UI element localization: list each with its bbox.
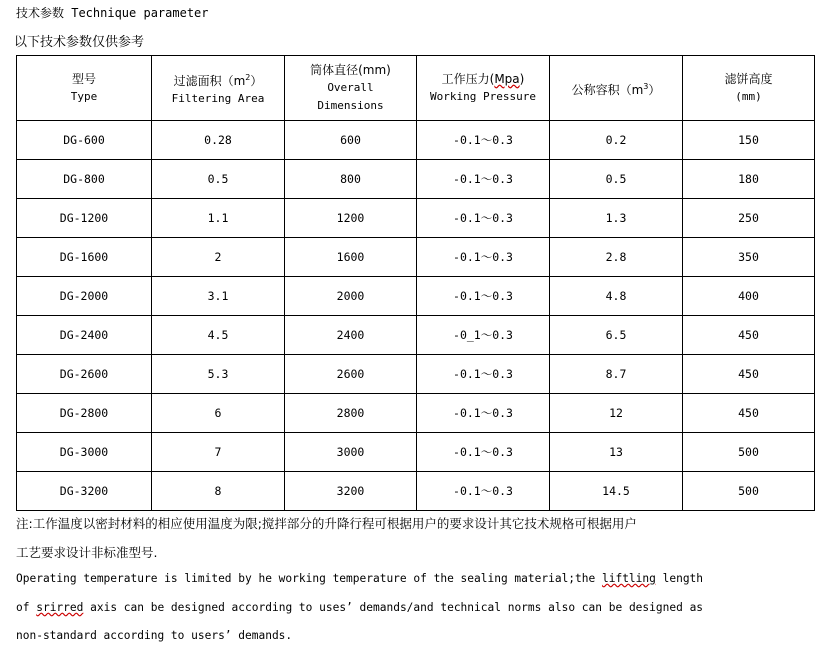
table-row (17, 160, 815, 199)
cell-diameter: 800 (285, 160, 417, 199)
header-height-zh: 滤饼高度 (724, 72, 773, 86)
header-type-zh: 型号 (71, 72, 96, 86)
cell-diameter: 2000 (285, 277, 417, 316)
header-nominal-volume (550, 56, 683, 121)
cell-pressure: -0.1～0.3 (417, 238, 550, 277)
note-zh-line1: 注:工作温度以密封材料的相应使用温度为限;搅拌部分的升降行程可根据用户的要求设计其它技术规格可根据用户 (16, 516, 637, 531)
cell-volume: 12 (550, 394, 683, 433)
header-filtering-area (152, 56, 285, 121)
cell-height: 450 (683, 355, 815, 394)
spec-table (16, 55, 815, 511)
cell-pressure: -0.1～0.3 (417, 199, 550, 238)
table-header-row (17, 56, 815, 121)
cell-pressure: -0.1～0.3 (417, 394, 550, 433)
header-pressure-zh: 工作压力(Mpa) (441, 72, 525, 86)
cell-volume: 8.7 (550, 355, 683, 394)
note-en-line3: non-standard according to users’ demands. (16, 629, 293, 642)
header-type-en: Type (70, 90, 98, 103)
table-body (17, 121, 815, 511)
cell-type: DG-2600 (17, 355, 152, 394)
cell-type: DG-1600 (17, 238, 152, 277)
table-row (17, 394, 815, 433)
header-area-zh: 过滤面积$(m^2)$ (173, 72, 263, 88)
cell-pressure: -0.1～0.3 (417, 355, 550, 394)
header-cake-height (683, 56, 815, 121)
header-volume-zh: 公称容积$(m^3)$ (571, 81, 661, 97)
table-row (17, 238, 815, 277)
cell-height: 350 (683, 238, 815, 277)
cell-height: 180 (683, 160, 815, 199)
cell-diameter: 3200 (285, 472, 417, 511)
cell-height: 250 (683, 199, 815, 238)
cell-volume: 0.2 (550, 121, 683, 160)
cell-area: 8 (152, 472, 285, 511)
header-height-unit: (mm) (735, 90, 762, 103)
cell-volume: 0.5 (550, 160, 683, 199)
cell-pressure: -0.1～0.3 (417, 277, 550, 316)
cell-diameter: 2800 (285, 394, 417, 433)
cell-type: DG-2400 (17, 316, 152, 355)
cell-type: DG-2000 (17, 277, 152, 316)
table-row (17, 277, 815, 316)
cell-pressure: -0.1～0.3 (417, 160, 550, 199)
cell-diameter: 2600 (285, 355, 417, 394)
table-row (17, 433, 815, 472)
cell-diameter: 600 (285, 121, 417, 160)
cell-pressure: -0.1～0.3 (417, 121, 550, 160)
table-row (17, 316, 815, 355)
cell-volume: 6.5 (550, 316, 683, 355)
cell-area: 3.1 (152, 277, 285, 316)
header-diameter-zh: 筒体直径(mm) (310, 63, 391, 77)
cell-type: DG-2800 (17, 394, 152, 433)
cell-area: 0.28 (152, 121, 285, 160)
cell-volume: 13 (550, 433, 683, 472)
header-pressure-en: Working Pressure (430, 90, 536, 103)
spec-subtitle: 以下技术参数仅供参考 (14, 35, 145, 50)
table-row (17, 472, 815, 511)
cell-height: 500 (683, 433, 815, 472)
cell-volume: 2.8 (550, 238, 683, 277)
cell-area: 4.5 (152, 316, 285, 355)
cell-type: DG-600 (17, 121, 152, 160)
cell-pressure: -0_1～0.3 (417, 316, 550, 355)
table-row (17, 355, 815, 394)
header-diameter (285, 56, 417, 121)
table-row (17, 121, 815, 160)
cell-diameter: 1200 (285, 199, 417, 238)
header-diameter-en2: Dimensions (317, 99, 384, 112)
cell-area: 7 (152, 433, 285, 472)
cell-type: DG-800 (17, 160, 152, 199)
header-diameter-en1: Overall (327, 81, 374, 94)
cell-volume: 14.5 (550, 472, 683, 511)
cell-pressure: -0.1～0.3 (417, 472, 550, 511)
header-area-en: Filtering Area (171, 91, 265, 105)
cell-type: DG-1200 (17, 199, 152, 238)
cell-area: 6 (152, 394, 285, 433)
note-zh-line2: 工艺要求设计非标准型号. (16, 545, 158, 560)
cell-diameter: 2400 (285, 316, 417, 355)
table-row (17, 199, 815, 238)
cell-volume: 1.3 (550, 199, 683, 238)
cell-diameter: 3000 (285, 433, 417, 472)
header-type (17, 56, 152, 121)
cell-area: 5.3 (152, 355, 285, 394)
cell-height: 150 (683, 121, 815, 160)
cell-height: 500 (683, 472, 815, 511)
spec-title: 技术参数 Technique parameter (16, 6, 209, 20)
cell-height: 450 (683, 316, 815, 355)
cell-type: DG-3200 (17, 472, 152, 511)
note-en-line1: Operating temperature is limited by he working temperature of the sealing material;the liftling length (16, 572, 704, 585)
cell-area: 1.1 (152, 199, 285, 238)
cell-height: 400 (683, 277, 815, 316)
cell-area: 0.5 (152, 160, 285, 199)
cell-height: 450 (683, 394, 815, 433)
header-working-pressure (417, 56, 550, 121)
cell-area: 2 (152, 238, 285, 277)
cell-volume: 4.8 (550, 277, 683, 316)
cell-type: DG-3000 (17, 433, 152, 472)
note-en-line2: of srirred axis can be designed according to uses’ demands/and technical norms also can be designed as (16, 601, 704, 614)
cell-diameter: 1600 (285, 238, 417, 277)
cell-pressure: -0.1～0.3 (417, 433, 550, 472)
